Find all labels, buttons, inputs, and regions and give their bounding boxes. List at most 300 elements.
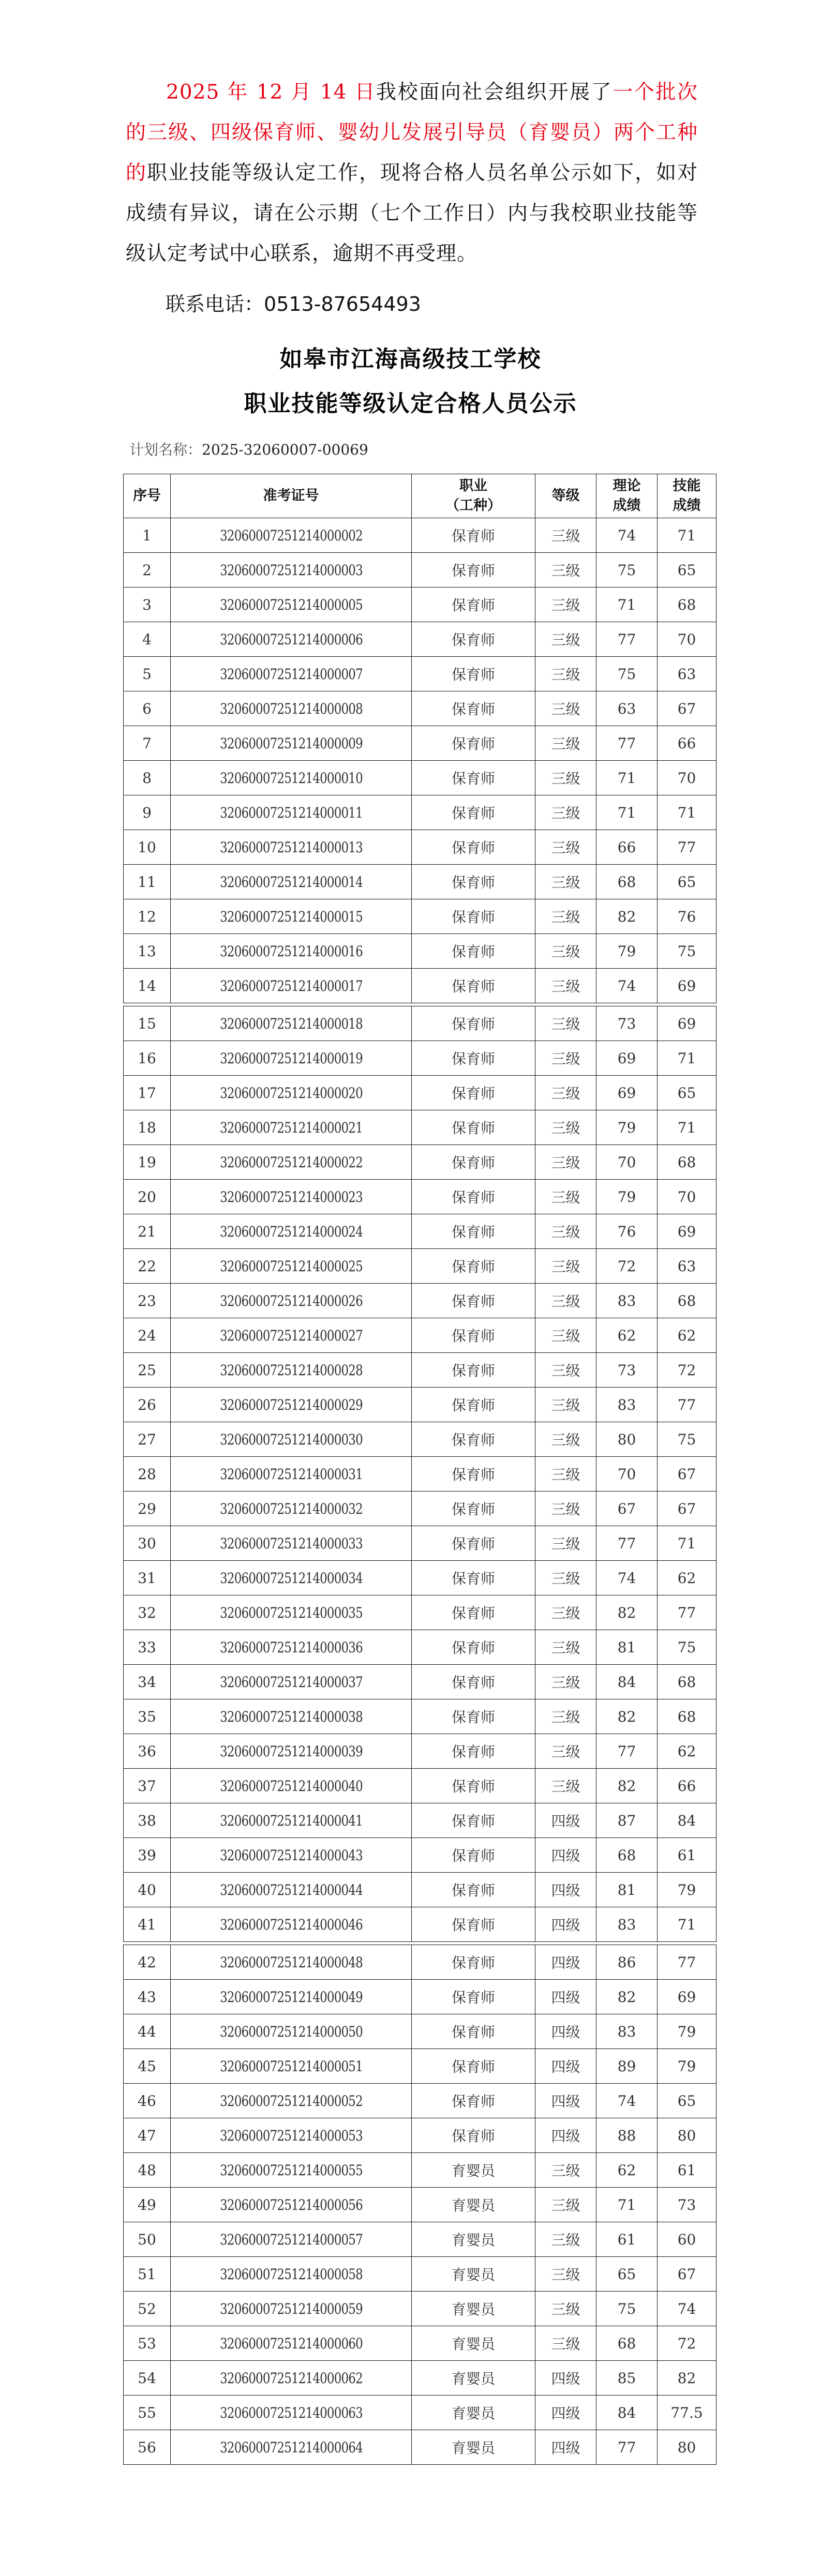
cell-occupation: 育婴员	[412, 2292, 535, 2326]
cell-seq: 1	[124, 518, 171, 553]
cell-skill-score: 68	[658, 587, 716, 622]
cell-theory-score: 87	[596, 1803, 658, 1838]
cell-exam-id: 32060007251214000057	[192, 2222, 390, 2257]
cell-level: 三级	[535, 1353, 596, 1388]
cell-seq: 18	[124, 1110, 171, 1145]
cell-level: 四级	[535, 1980, 596, 2014]
table-row	[124, 2326, 716, 2361]
cell-occupation: 保育师	[412, 1907, 535, 1942]
cell-seq: 25	[124, 1353, 171, 1388]
cell-seq: 4	[124, 622, 171, 657]
cell-level: 四级	[535, 1838, 596, 1873]
cell-occupation: 保育师	[412, 691, 535, 726]
cell-seq: 40	[124, 1873, 171, 1907]
cell-skill-score: 75	[658, 1422, 716, 1457]
cell-occupation: 保育师	[412, 2049, 535, 2084]
table-row	[124, 1180, 716, 1214]
cell-seq: 49	[124, 2188, 171, 2222]
cell-seq: 31	[124, 1561, 171, 1595]
plan-value: 2025-32060007-00069	[202, 441, 368, 458]
cell-exam-id: 32060007251214000008	[192, 691, 390, 726]
cell-exam-id: 32060007251214000034	[192, 1561, 390, 1595]
cell-exam-id: 32060007251214000035	[192, 1595, 390, 1630]
cell-level: 三级	[535, 795, 596, 830]
exam-batch-description: 一个批次的三级、四级保育师、婴幼儿发展引导员（育婴员）两个工种的	[126, 81, 698, 185]
cell-occupation: 保育师	[412, 1006, 535, 1041]
cell-level: 三级	[535, 1388, 596, 1422]
cell-seq: 55	[124, 2396, 171, 2430]
cell-level: 四级	[535, 2361, 596, 2396]
cell-skill-score: 70	[658, 1180, 716, 1214]
cell-level: 三级	[535, 1665, 596, 1699]
cell-level: 四级	[535, 2430, 596, 2465]
table-row	[124, 1630, 716, 1665]
table-row	[124, 2361, 716, 2396]
cell-occupation: 保育师	[412, 2118, 535, 2153]
cell-skill-score: 61	[658, 2153, 716, 2188]
cell-exam-id: 32060007251214000013	[192, 830, 390, 865]
cell-exam-id: 32060007251214000064	[192, 2430, 390, 2465]
cell-level: 三级	[535, 865, 596, 899]
cell-level: 三级	[535, 657, 596, 691]
cell-occupation: 育婴员	[412, 2396, 535, 2430]
cell-seq: 21	[124, 1214, 171, 1249]
cell-level: 三级	[535, 1110, 596, 1145]
cell-exam-id: 32060007251214000023	[192, 1180, 390, 1214]
cell-seq: 50	[124, 2222, 171, 2257]
cell-exam-id: 32060007251214000002	[192, 518, 390, 553]
cell-level: 三级	[535, 1422, 596, 1457]
cell-level: 四级	[535, 1907, 596, 1942]
cell-occupation: 保育师	[412, 1422, 535, 1457]
table-row	[124, 1214, 716, 1249]
announcement-paragraph	[126, 72, 698, 274]
cell-skill-score: 67	[658, 2257, 716, 2292]
cell-occupation: 育婴员	[412, 2361, 535, 2396]
cell-level: 三级	[535, 1249, 596, 1284]
cell-seq: 35	[124, 1699, 171, 1734]
cell-skill-score: 63	[658, 657, 716, 691]
cell-theory-score: 68	[596, 1838, 658, 1873]
cell-occupation: 保育师	[412, 518, 535, 553]
table-row	[124, 2396, 716, 2430]
header-seq: 序号	[124, 474, 171, 518]
cell-exam-id: 32060007251214000039	[192, 1734, 390, 1769]
cell-skill-score: 77	[658, 830, 716, 865]
cell-theory-score: 83	[596, 1388, 658, 1422]
table-row	[124, 1353, 716, 1388]
cell-exam-id: 32060007251214000053	[192, 2118, 390, 2153]
cell-occupation: 保育师	[412, 1526, 535, 1561]
cell-theory-score: 77	[596, 726, 658, 761]
table-row	[124, 1526, 716, 1561]
cell-theory-score: 71	[596, 587, 658, 622]
table-row	[124, 1907, 716, 1942]
cell-occupation: 保育师	[412, 830, 535, 865]
cell-seq: 53	[124, 2326, 171, 2361]
cell-exam-id: 32060007251214000060	[192, 2326, 390, 2361]
cell-skill-score: 69	[658, 1006, 716, 1041]
header-skill-line1: 技能	[673, 478, 701, 494]
cell-skill-score: 66	[658, 726, 716, 761]
table-row	[124, 1388, 716, 1422]
table-row	[124, 1457, 716, 1492]
cell-seq: 56	[124, 2430, 171, 2465]
cell-exam-id: 32060007251214000029	[192, 1388, 390, 1422]
header-occupation-line2: （工种）	[445, 498, 501, 514]
cell-theory-score: 70	[596, 1145, 658, 1180]
cell-exam-id: 32060007251214000040	[192, 1769, 390, 1803]
cell-occupation: 保育师	[412, 553, 535, 587]
cell-exam-id: 32060007251214000015	[192, 899, 390, 934]
cell-theory-score: 62	[596, 2153, 658, 2188]
cell-theory-score: 75	[596, 2292, 658, 2326]
cell-seq: 14	[124, 969, 171, 1003]
cell-skill-score: 65	[658, 2084, 716, 2118]
cell-exam-id: 32060007251214000063	[192, 2396, 390, 2430]
cell-theory-score: 83	[596, 1284, 658, 1318]
cell-theory-score: 68	[596, 865, 658, 899]
header-theory-line2: 成绩	[613, 498, 641, 514]
cell-seq: 15	[124, 1006, 171, 1041]
cell-seq: 32	[124, 1595, 171, 1630]
cell-level: 三级	[535, 622, 596, 657]
cell-level: 三级	[535, 969, 596, 1003]
cell-theory-score: 68	[596, 2326, 658, 2361]
cell-seq: 20	[124, 1180, 171, 1214]
cell-exam-id: 32060007251214000050	[192, 2014, 390, 2049]
table-row	[124, 1041, 716, 1076]
cell-seq: 2	[124, 553, 171, 587]
cell-theory-score: 75	[596, 553, 658, 587]
cell-occupation: 保育师	[412, 1353, 535, 1388]
cell-level: 三级	[535, 1041, 596, 1076]
table-row	[124, 830, 716, 865]
cell-skill-score: 60	[658, 2222, 716, 2257]
cell-occupation: 保育师	[412, 1699, 535, 1734]
table-row	[124, 1318, 716, 1353]
cell-exam-id: 32060007251214000005	[192, 587, 390, 622]
cell-seq: 24	[124, 1318, 171, 1353]
cell-exam-id: 32060007251214000003	[192, 553, 390, 587]
cell-occupation: 保育师	[412, 934, 535, 969]
cell-theory-score: 71	[596, 761, 658, 795]
cell-skill-score: 75	[658, 934, 716, 969]
cell-skill-score: 67	[658, 691, 716, 726]
table-row	[124, 691, 716, 726]
cell-seq: 38	[124, 1803, 171, 1838]
cell-skill-score: 73	[658, 2188, 716, 2222]
cell-occupation: 保育师	[412, 865, 535, 899]
table-row	[124, 1665, 716, 1699]
cell-theory-score: 82	[596, 1595, 658, 1630]
cell-occupation: 育婴员	[412, 2188, 535, 2222]
cell-level: 三级	[535, 934, 596, 969]
table-row	[124, 899, 716, 934]
cell-skill-score: 69	[658, 1214, 716, 1249]
cell-level: 四级	[535, 2118, 596, 2153]
table-row	[124, 934, 716, 969]
cell-level: 三级	[535, 1284, 596, 1318]
cell-skill-score: 71	[658, 1526, 716, 1561]
cell-level: 三级	[535, 1214, 596, 1249]
cell-theory-score: 81	[596, 1873, 658, 1907]
cell-skill-score: 65	[658, 1076, 716, 1110]
cell-occupation: 保育师	[412, 1214, 535, 1249]
header-occupation	[412, 474, 535, 518]
cell-skill-score: 71	[658, 1110, 716, 1145]
cell-theory-score: 79	[596, 1110, 658, 1145]
cell-theory-score: 88	[596, 2118, 658, 2153]
cell-seq: 9	[124, 795, 171, 830]
plan-name	[129, 439, 368, 459]
cell-exam-id: 32060007251214000032	[192, 1492, 390, 1526]
table-row	[124, 2153, 716, 2188]
cell-skill-score: 67	[658, 1457, 716, 1492]
cell-exam-id: 32060007251214000028	[192, 1353, 390, 1388]
cell-skill-score: 61	[658, 1838, 716, 1873]
cell-skill-score: 65	[658, 865, 716, 899]
cell-level: 四级	[535, 1945, 596, 1980]
cell-occupation: 保育师	[412, 1076, 535, 1110]
cell-skill-score: 62	[658, 1734, 716, 1769]
header-theory-line1: 理论	[613, 478, 641, 494]
cell-exam-id: 32060007251214000048	[192, 1945, 390, 1980]
cell-exam-id: 32060007251214000024	[192, 1214, 390, 1249]
table-row	[124, 1980, 716, 2014]
cell-level: 三级	[535, 1699, 596, 1734]
cell-skill-score: 80	[658, 2118, 716, 2153]
cell-seq: 52	[124, 2292, 171, 2326]
cell-theory-score: 74	[596, 2084, 658, 2118]
cell-level: 三级	[535, 1769, 596, 1803]
cell-theory-score: 61	[596, 2222, 658, 2257]
table-row	[124, 1699, 716, 1734]
cell-level: 三级	[535, 1492, 596, 1526]
cell-exam-id: 32060007251214000033	[192, 1526, 390, 1561]
cell-skill-score: 74	[658, 2292, 716, 2326]
table-row	[124, 2257, 716, 2292]
cell-skill-score: 71	[658, 1041, 716, 1076]
table-row	[124, 2430, 716, 2465]
cell-occupation: 保育师	[412, 1492, 535, 1526]
cell-exam-id: 32060007251214000031	[192, 1457, 390, 1492]
cell-theory-score: 76	[596, 1214, 658, 1249]
header-skill-score	[658, 474, 716, 518]
cell-occupation: 保育师	[412, 1980, 535, 2014]
cell-exam-id: 32060007251214000049	[192, 1980, 390, 2014]
cell-exam-id: 32060007251214000037	[192, 1665, 390, 1699]
qualified-personnel-table	[123, 474, 716, 2465]
table-row	[124, 1561, 716, 1595]
cell-theory-score: 83	[596, 2014, 658, 2049]
cell-skill-score: 75	[658, 1630, 716, 1665]
table-row	[124, 2222, 716, 2257]
cell-skill-score: 68	[658, 1699, 716, 1734]
cell-level: 四级	[535, 1803, 596, 1838]
exam-date: 2025 年 12 月 14 日	[166, 81, 377, 104]
cell-theory-score: 77	[596, 2430, 658, 2465]
header-occupation-line1: 职业	[459, 478, 487, 494]
cell-seq: 48	[124, 2153, 171, 2188]
cell-occupation: 保育师	[412, 1145, 535, 1180]
cell-theory-score: 84	[596, 2396, 658, 2430]
cell-level: 三级	[535, 2188, 596, 2222]
cell-level: 四级	[535, 2014, 596, 2049]
cell-seq: 47	[124, 2118, 171, 2153]
cell-skill-score: 68	[658, 1665, 716, 1699]
cell-theory-score: 71	[596, 795, 658, 830]
cell-level: 三级	[535, 830, 596, 865]
cell-occupation: 保育师	[412, 1249, 535, 1284]
table-row	[124, 2084, 716, 2118]
cell-occupation: 保育师	[412, 1630, 535, 1665]
table-row	[124, 1734, 716, 1769]
cell-occupation: 保育师	[412, 1318, 535, 1353]
cell-theory-score: 72	[596, 1249, 658, 1284]
cell-level: 三级	[535, 518, 596, 553]
cell-level: 三级	[535, 2292, 596, 2326]
table-row	[124, 1284, 716, 1318]
cell-seq: 37	[124, 1769, 171, 1803]
cell-seq: 10	[124, 830, 171, 865]
cell-seq: 13	[124, 934, 171, 969]
cell-exam-id: 32060007251214000016	[192, 934, 390, 969]
cell-skill-score: 71	[658, 1907, 716, 1942]
cell-exam-id: 32060007251214000043	[192, 1838, 390, 1873]
cell-occupation: 保育师	[412, 761, 535, 795]
cell-exam-id: 32060007251214000006	[192, 622, 390, 657]
table-row	[124, 1769, 716, 1803]
cell-occupation: 育婴员	[412, 2326, 535, 2361]
cell-skill-score: 62	[658, 1318, 716, 1353]
cell-occupation: 保育师	[412, 899, 535, 934]
table-row	[124, 2292, 716, 2326]
header-exam-id: 准考证号	[171, 474, 412, 518]
cell-occupation: 保育师	[412, 726, 535, 761]
cell-seq: 16	[124, 1041, 171, 1076]
cell-level: 三级	[535, 1145, 596, 1180]
cell-seq: 3	[124, 587, 171, 622]
header-skill-line2: 成绩	[673, 498, 701, 514]
cell-theory-score: 86	[596, 1945, 658, 1980]
cell-exam-id: 32060007251214000017	[192, 969, 390, 1003]
cell-exam-id: 32060007251214000062	[192, 2361, 390, 2396]
cell-occupation: 保育师	[412, 1561, 535, 1595]
table-row	[124, 1945, 716, 1980]
cell-theory-score: 77	[596, 1526, 658, 1561]
cell-exam-id: 32060007251214000021	[192, 1110, 390, 1145]
table-row	[124, 1492, 716, 1526]
cell-theory-score: 77	[596, 1734, 658, 1769]
cell-seq: 41	[124, 1907, 171, 1942]
cell-skill-score: 72	[658, 1353, 716, 1388]
cell-level: 四级	[535, 2396, 596, 2430]
cell-theory-score: 74	[596, 518, 658, 553]
cell-exam-id: 32060007251214000055	[192, 2153, 390, 2188]
cell-seq: 17	[124, 1076, 171, 1110]
table-row	[124, 553, 716, 587]
cell-seq: 7	[124, 726, 171, 761]
cell-theory-score: 71	[596, 2188, 658, 2222]
cell-level: 四级	[535, 2084, 596, 2118]
table-row	[124, 2188, 716, 2222]
plan-label: 计划名称：	[129, 441, 202, 458]
cell-skill-score: 77	[658, 1388, 716, 1422]
cell-level: 三级	[535, 1526, 596, 1561]
cell-skill-score: 66	[658, 1769, 716, 1803]
cell-exam-id: 32060007251214000056	[192, 2188, 390, 2222]
table-row	[124, 622, 716, 657]
cell-exam-id: 32060007251214000020	[192, 1076, 390, 1110]
cell-exam-id: 32060007251214000044	[192, 1873, 390, 1907]
cell-occupation: 保育师	[412, 1665, 535, 1699]
cell-skill-score: 62	[658, 1561, 716, 1595]
header-theory-score	[596, 474, 658, 518]
cell-theory-score: 65	[596, 2257, 658, 2292]
cell-level: 三级	[535, 1561, 596, 1595]
cell-theory-score: 62	[596, 1318, 658, 1353]
cell-seq: 54	[124, 2361, 171, 2396]
cell-skill-score: 80	[658, 2430, 716, 2465]
cell-occupation: 育婴员	[412, 2153, 535, 2188]
cell-occupation: 保育师	[412, 657, 535, 691]
cell-skill-score: 68	[658, 1145, 716, 1180]
cell-occupation: 育婴员	[412, 2430, 535, 2465]
cell-occupation: 保育师	[412, 969, 535, 1003]
school-name-title: 如皋市江海高级技工学校	[279, 346, 542, 372]
cell-level: 三级	[535, 1006, 596, 1041]
cell-occupation: 保育师	[412, 1388, 535, 1422]
cell-skill-score: 69	[658, 1980, 716, 2014]
cell-theory-score: 73	[596, 1006, 658, 1041]
cell-level: 三级	[535, 1630, 596, 1665]
cell-occupation: 保育师	[412, 1180, 535, 1214]
cell-level: 三级	[535, 1318, 596, 1353]
cell-level: 三级	[535, 1180, 596, 1214]
table-row	[124, 2118, 716, 2153]
cell-exam-id: 32060007251214000025	[192, 1249, 390, 1284]
cell-seq: 43	[124, 1980, 171, 2014]
cell-skill-score: 77.5	[658, 2396, 716, 2430]
cell-occupation: 育婴员	[412, 2257, 535, 2292]
table-body	[124, 518, 716, 2465]
cell-level: 三级	[535, 726, 596, 761]
notice-title: 职业技能等级认定合格人员公示	[244, 390, 577, 417]
cell-theory-score: 82	[596, 1980, 658, 2014]
cell-seq: 29	[124, 1492, 171, 1526]
cell-occupation: 保育师	[412, 1041, 535, 1076]
cell-level: 三级	[535, 1457, 596, 1492]
cell-skill-score: 79	[658, 2014, 716, 2049]
cell-level: 三级	[535, 2222, 596, 2257]
cell-exam-id: 32060007251214000038	[192, 1699, 390, 1734]
cell-exam-id: 32060007251214000058	[192, 2257, 390, 2292]
cell-skill-score: 70	[658, 622, 716, 657]
cell-exam-id: 32060007251214000052	[192, 2084, 390, 2118]
cell-level: 三级	[535, 587, 596, 622]
table-row	[124, 518, 716, 553]
cell-seq: 27	[124, 1422, 171, 1457]
cell-theory-score: 82	[596, 899, 658, 934]
announcement-text-b: 职业技能等级认定工作，现将合格人员名单公示如下，如对成绩有异议，请在公示期（七个工作日）内与我校职业技能等级认定考试中心联系，逾期不再受理。	[126, 161, 698, 265]
cell-skill-score: 79	[658, 1873, 716, 1907]
table-row	[124, 1422, 716, 1457]
contact-phone: 0513-87654493	[264, 293, 421, 315]
cell-exam-id: 32060007251214000019	[192, 1041, 390, 1076]
cell-theory-score: 84	[596, 1665, 658, 1699]
cell-seq: 8	[124, 761, 171, 795]
